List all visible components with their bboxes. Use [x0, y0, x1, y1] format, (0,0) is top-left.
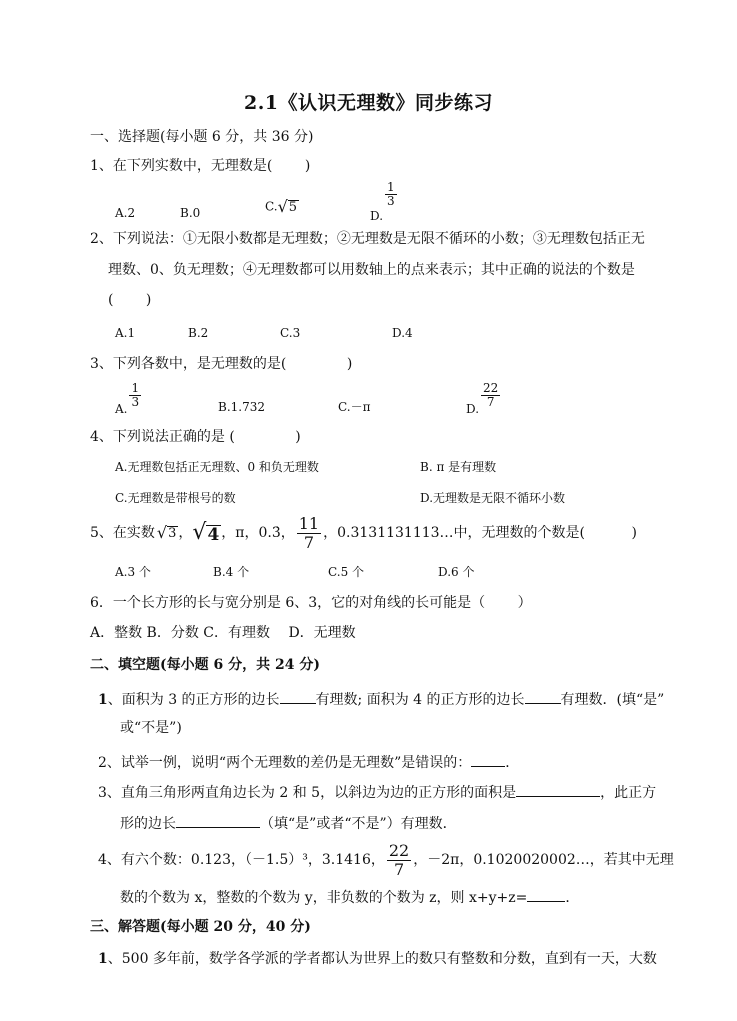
- q4-option-a: A.无理数包括正无理数、0 和负无理数: [115, 460, 319, 474]
- solve-q1-line1: 1、500 多年前，数学各学派的学者都认为世界上的数只有整数和分数，直到有一天，大数: [98, 951, 657, 967]
- q3-option-b: B.1.732: [218, 400, 265, 414]
- q2-option-b: B.2: [188, 326, 209, 340]
- fraction: $\frac{11}{7}$: [298, 513, 320, 552]
- q2-line1: 2、下列说法：①无限小数都是无理数；②无理数是无限不循环的小数；③无理数包括正无: [90, 231, 645, 247]
- page-title: 2.1《认识无理数》同步练习: [243, 92, 494, 114]
- q3-stem: 3、下列各数中，是无理数的是( ): [90, 356, 353, 372]
- sqrt-symbol: √ 4: [192, 520, 220, 545]
- q1-option-d: D. $\frac{1}{3}$: [370, 180, 395, 223]
- q5-option-b: B.4 个: [213, 565, 250, 579]
- section-2-heading: 二、填空题(每小题 6 分，共 24 分): [90, 657, 320, 673]
- fill-q2: 2、试举一例，说明“两个无理数的差仍是无理数”是错误的： ．: [98, 752, 519, 772]
- q6-stem: 6．一个长方形的长与宽分别是 6、3，它的对角线的长可能是（ ）: [90, 595, 532, 611]
- q4-option-c: C.无理数是带根号的数: [115, 491, 236, 505]
- q4-option-d: D.无理数是无限不循环小数: [420, 491, 566, 505]
- fraction: $\frac{1}{3}$: [387, 180, 395, 208]
- q3-option-c: C.－π: [338, 400, 371, 414]
- q4-option-b: B. π 是有理数: [420, 460, 497, 474]
- answer-blank[interactable]: [527, 887, 565, 902]
- sqrt-symbol: √ 5: [277, 196, 298, 216]
- q1-option-a: A.2: [115, 206, 136, 220]
- q3-option-a: A. $\frac{1}{3}$: [115, 381, 140, 416]
- q4-stem: 4、下列说法正确的是 ( ): [90, 429, 301, 445]
- q5-option-c: C.5 个: [328, 565, 365, 579]
- fraction: $\frac{22}{7}$: [483, 381, 499, 409]
- fraction: $\frac{1}{3}$: [131, 381, 140, 409]
- q2-option-c: C.3: [280, 326, 301, 340]
- answer-blank[interactable]: [525, 689, 561, 704]
- fraction: $\frac{22}{7}$: [388, 840, 410, 879]
- q2-line2: 理数、0、负无理数；④无理数都可以用数轴上的点来表示；其中正确的说法的个数是: [108, 262, 635, 278]
- sqrt-symbol: √ 3: [156, 523, 177, 542]
- q2-option-d: D.4: [392, 326, 413, 340]
- section-3-heading: 三、解答题(每小题 20 分，40 分): [90, 919, 311, 935]
- fill-q4-line2: 数的个数为 x，整数的个数为 y，非负数的个数为 z，则 x+y+z= ．: [120, 887, 579, 907]
- fill-q4-line1: 4、有六个数：0.123，（－1.5）³，3.1416， $\frac{22}{7}$ ，－2π，0.1020020002…，若其中无理: [98, 840, 674, 879]
- q6-options: A．整数 B．分数 C．有理数 D．无理数: [90, 625, 356, 641]
- answer-blank[interactable]: [176, 813, 260, 828]
- q1-option-c: C. √ 5: [265, 196, 298, 216]
- fill-q1-line2: 或“不是”): [120, 720, 182, 736]
- fill-q3-line1: 3、直角三角形两直角边长为 2 和 5，以斜边为边的正方形的面积是 ，此正方: [98, 782, 656, 802]
- q5-option-a: A.3 个: [115, 565, 151, 579]
- q1-stem: 1、在下列实数中，无理数是( ): [90, 158, 311, 174]
- fill-q1-line1: 1、面积为 3 的正方形的边长 有理数; 面积为 4 的正方形的边长 有理数．(填“是”: [98, 689, 664, 709]
- answer-blank[interactable]: [471, 752, 505, 767]
- q3-option-d: D. $\frac{22}{7}$: [466, 381, 499, 416]
- q1-option-b: B.0: [180, 206, 201, 220]
- section-1-heading: 一、选择题(每小题 6 分，共 36 分): [90, 129, 314, 145]
- q5-option-d: D.6 个: [438, 565, 475, 579]
- q5-stem: 5、在实数 √ 3 ， √ 4 ，π， 0.3̇ ， $\frac{11}{7}$ ，0.3131131113…中，无理数的个数是( ): [90, 513, 637, 552]
- answer-blank[interactable]: [280, 689, 316, 704]
- q2-option-a: A.1: [115, 326, 136, 340]
- fill-q3-line2: 形的边长 （填“是”或者“不是”）有理数．: [120, 813, 457, 833]
- q2-line3: ( ): [108, 292, 152, 308]
- answer-blank[interactable]: [516, 782, 600, 797]
